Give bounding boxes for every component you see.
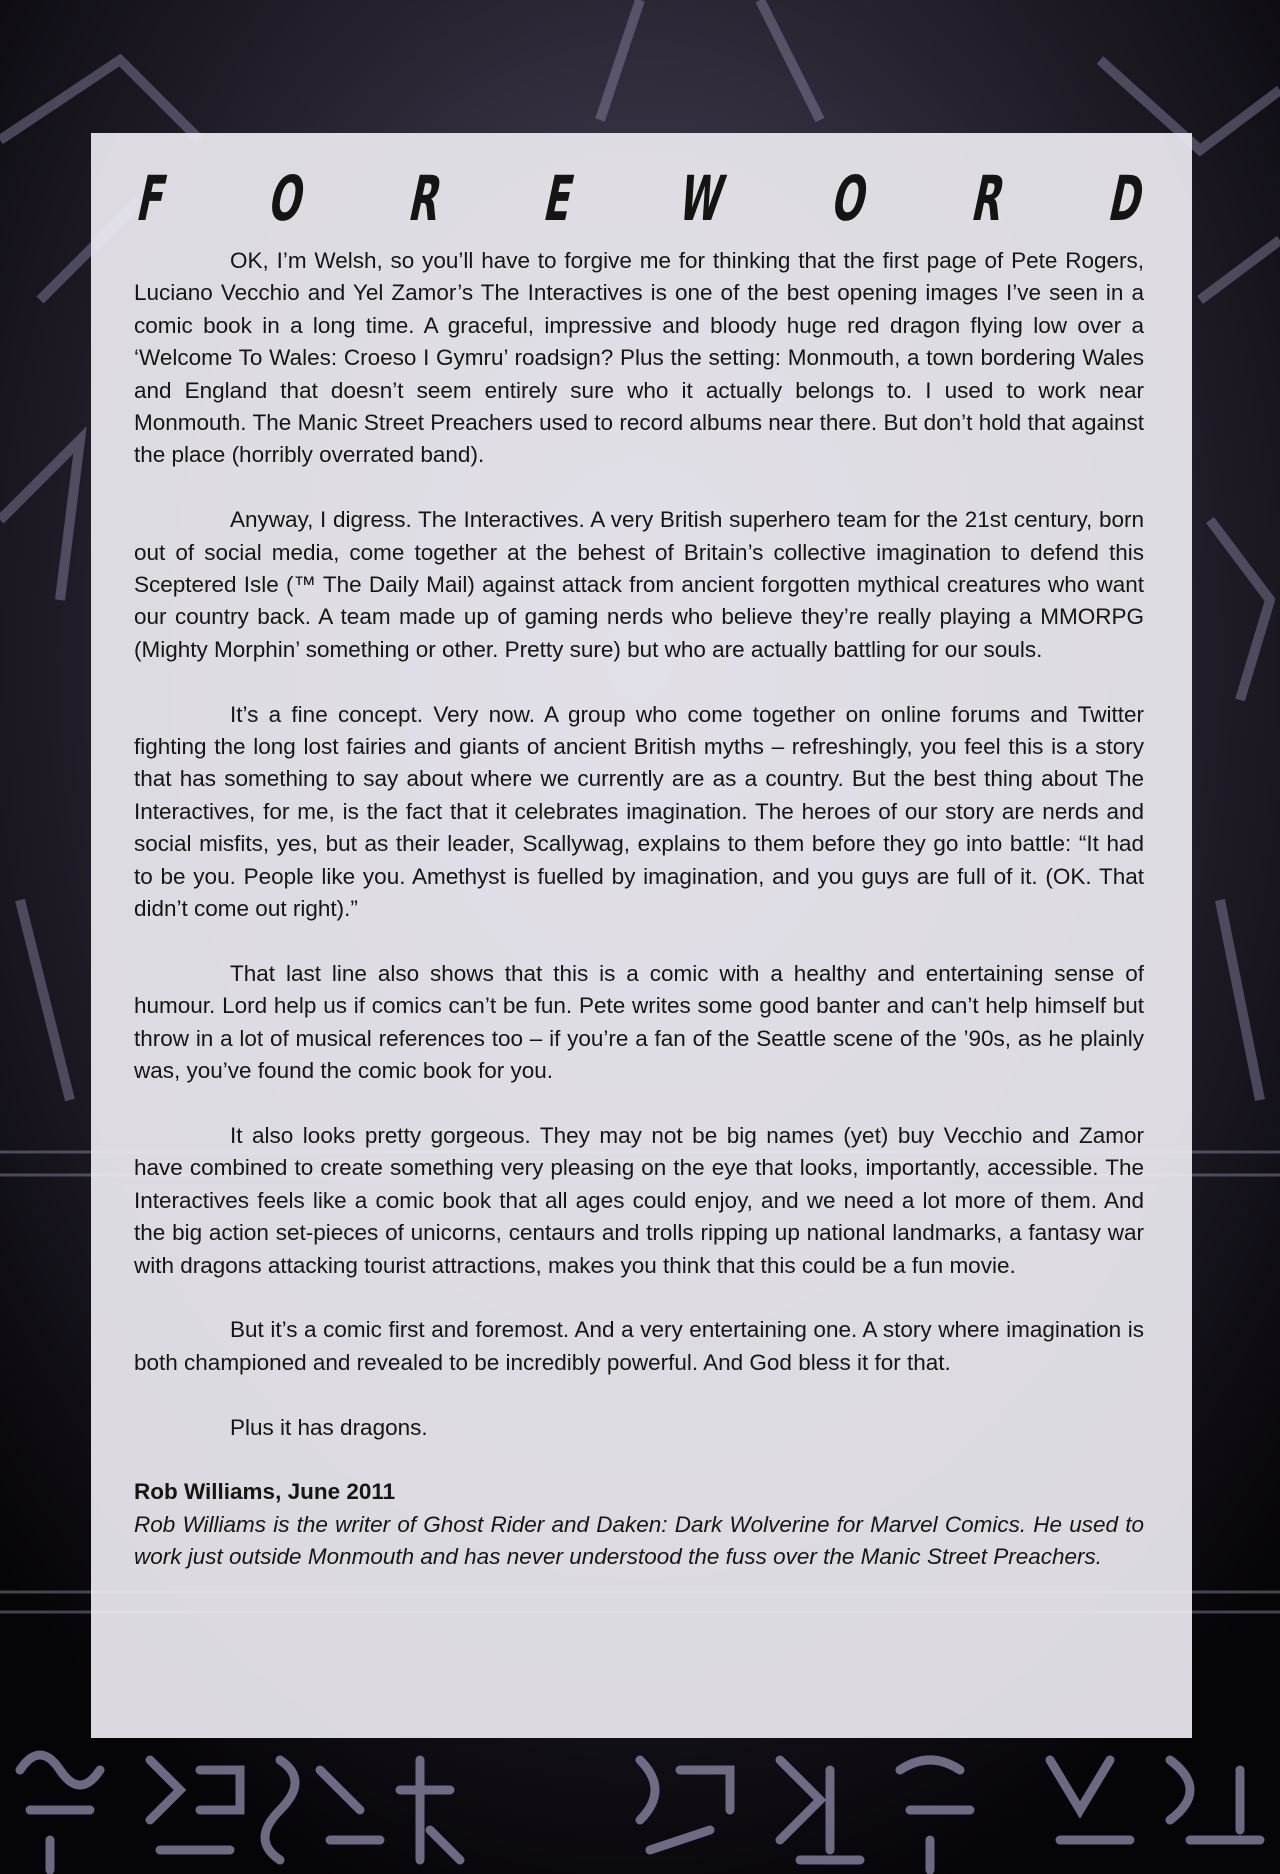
title-letter: F: [131, 162, 174, 235]
foreword-body: [134, 245, 1144, 1574]
paragraph: It’s a fine concept. Very now. A group who come together on online forums and Twitter fighting the long lost fairies and giants of ancient British myths – refreshingly, you feel this is a story that has something to say about where we currently are as a country. But the best thing about The Interactives, for me, is the fact that it celebrates imagination. The heroes of our story are nerds and social misfits, yes, but as their leader, Scallywag, explains to them before they go into battle: “It had to be you. People like you. Amethyst is fuelled by imagination, and you guys are full of it. (OK. That didn’t come out right).”: [134, 701, 1144, 922]
title-letter: W: [673, 162, 732, 235]
author-signature: Rob Williams, June 2011: [134, 1479, 396, 1505]
paragraph: OK, I’m Welsh, so you’ll have to forgive me for thinking that the first page of Pete Rogers, Luciano Vecchio and Yel Zamor’s The Interactives is one of the best opening images I’ve seen in a comic book in a long time. A graceful, impressive and bloody huge red dragon flying low over a ‘Welcome To Wales: Croeso I Gymru’ roadsign? Plus the setting: Monmouth, a town bordering Wales and England that doesn’t seem entirely sure who it actually belongs to. I used to work near Monmouth. The Manic Street Preachers used to record albums near there. But don’t hold that against the place (horribly overrated band).: [134, 248, 1144, 468]
title-letter: D: [1102, 162, 1151, 235]
paragraph: Plus it has dragons.: [230, 1414, 428, 1440]
title-letter: O: [263, 162, 312, 235]
title-letter: E: [537, 162, 580, 235]
paragraph: It also looks pretty gorgeous. They may not be big names (yet) buy Vecchio and Zamor have combined to create something very pleasing on the eye that looks, importantly, accessible. The Interactives feels like a comic book that all ages could enjoy, and we need a lot more of them. And the big action set-pieces of unicorns, centaurs and trolls ripping up national landmarks, a fantasy war with dragons attacking tourist attractions, makes you think that this could be a fun movie.: [134, 1122, 1144, 1278]
title-letter: R: [966, 162, 1012, 235]
author-bio: Rob Williams is the writer of Ghost Rider and Daken: Dark Wolverine for Marvel Comics. He used to work just outside Monmouth and has never understood the fuss over the Manic Street Preachers.: [134, 1511, 1144, 1570]
title-letter: O: [826, 162, 875, 235]
foreword-panel: [91, 133, 1192, 1738]
paragraph: That last line also shows that this is a comic with a healthy and entertaining sense of humour. Lord help us if comics can’t be fun. Pete writes some good banter and can’t help himself but throw in a lot of musical references too – if you’re a fan of the Seattle scene of the ’90s, as he plainly was, you’ve found the comic book for you.: [134, 960, 1144, 1084]
paragraph: But it’s a comic first and foremost. And a very entertaining one. A story where imagination is both championed and revealed to be incredibly powerful. And God bless it for that.: [134, 1317, 1144, 1375]
paragraph: Anyway, I digress. The Interactives. A very British superhero team for the 21st century, born out of social media, come together at the behest of Britain’s collective imagination to defend this Sceptered Isle (™ The Daily Mail) against attack from ancient forgotten mythical creatures who want our country back. A team made up of gaming nerds who believe they’re really playing a MMORPG (Mighty Morphin’ something or other. Pretty sure) but who are actually battling for our souls.: [134, 507, 1144, 662]
title-letter: R: [403, 162, 449, 235]
page-title: [131, 159, 1152, 239]
